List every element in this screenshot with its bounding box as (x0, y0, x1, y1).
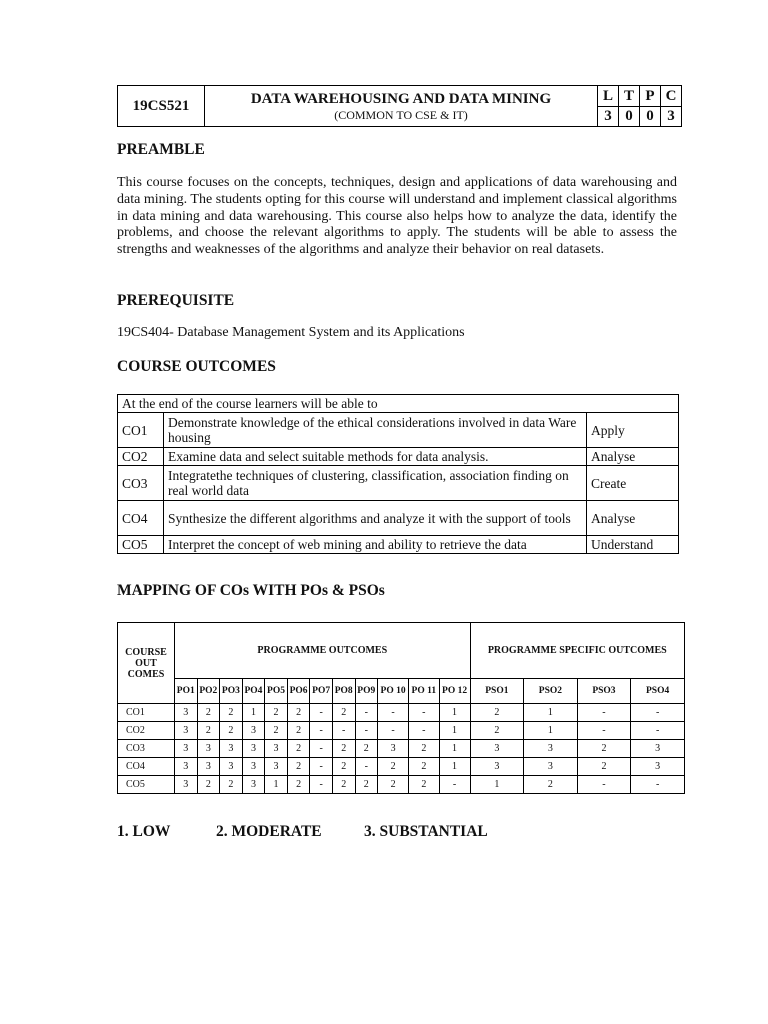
legend-low: 1. LOW (117, 823, 171, 840)
mapping-cell: 2 (332, 776, 355, 794)
mapping-column-header: PO8 (332, 679, 355, 704)
mapping-cell: 2 (355, 776, 378, 794)
mapping-corner: COURSE OUT COMES (118, 623, 175, 704)
mapping-column-header: PO 11 (409, 679, 439, 704)
table-row (118, 413, 679, 448)
mapping-cell: 3 (175, 704, 198, 722)
mapping-cell: 1 (470, 776, 524, 794)
mapping-cell: 3 (220, 758, 243, 776)
mapping-cell: 2 (197, 704, 220, 722)
mapping-co-id: CO5 (118, 776, 175, 794)
legend-substantial: 3. SUBSTANTIAL (364, 823, 488, 840)
mapping-cell: 3 (470, 758, 524, 776)
mapping-cell: 2 (287, 740, 310, 758)
ltpc-value-t: 0 (619, 106, 640, 127)
mapping-cell: 2 (287, 758, 310, 776)
mapping-column-header: PO2 (197, 679, 220, 704)
mapping-cell: - (409, 722, 439, 740)
mapping-co-id: CO2 (118, 722, 175, 740)
mapping-cell: 3 (220, 740, 243, 758)
co-text: Synthesize the different algorithms and analyze it with the support of tools (164, 501, 587, 536)
table-row (118, 536, 679, 554)
table-row (118, 758, 685, 776)
mapping-cell: 2 (287, 776, 310, 794)
ltpc-label-t: T (619, 86, 640, 107)
mapping-cell: 3 (524, 740, 578, 758)
mapping-cell: - (631, 776, 685, 794)
mapping-column-header: PO5 (265, 679, 288, 704)
mapping-cell: 3 (265, 740, 288, 758)
mapping-cell: 1 (439, 758, 470, 776)
mapping-cell: 2 (409, 758, 439, 776)
mapping-cell: 2 (287, 722, 310, 740)
mapping-cell: - (310, 740, 333, 758)
mapping-cell: 2 (524, 776, 578, 794)
co-level: Analyse (587, 501, 679, 536)
mapping-cell: 1 (524, 704, 578, 722)
co-text: Examine data and select suitable methods for data analysis. (164, 448, 587, 466)
mapping-cell: 3 (631, 758, 685, 776)
prerequisite-heading: PREREQUISITE (117, 292, 235, 309)
co-level: Create (587, 466, 679, 501)
co-text: Interpret the concept of web mining and ability to retrieve the data (164, 536, 587, 554)
mapping-column-header: PO4 (242, 679, 265, 704)
table-row (118, 776, 685, 794)
mapping-cell: 2 (378, 776, 409, 794)
mapping-cell: 1 (439, 722, 470, 740)
mapping-column-header: PO6 (287, 679, 310, 704)
mapping-cell: 2 (220, 776, 243, 794)
mapping-cell: 3 (378, 740, 409, 758)
legend-moderate: 2. MODERATE (216, 823, 322, 840)
mapping-cell: 3 (175, 758, 198, 776)
mapping-cell: 3 (242, 740, 265, 758)
co-id: CO4 (118, 501, 164, 536)
co-id: CO2 (118, 448, 164, 466)
mapping-cell: - (577, 776, 631, 794)
mapping-cell: 2 (332, 704, 355, 722)
table-row (118, 740, 685, 758)
mapping-column-header: PSO1 (470, 679, 524, 704)
mapping-cell: 2 (197, 722, 220, 740)
mapping-cell: 3 (242, 776, 265, 794)
mapping-cell: - (378, 722, 409, 740)
course-outcomes-intro: At the end of the course learners will be able to (118, 395, 679, 413)
co-id: CO5 (118, 536, 164, 554)
ltpc-value-l: 3 (598, 106, 619, 127)
table-row (118, 704, 685, 722)
co-id: CO1 (118, 413, 164, 448)
mapping-cell: - (409, 704, 439, 722)
mapping-co-id: CO3 (118, 740, 175, 758)
ltpc-label-l: L (598, 86, 619, 107)
mapping-cell: - (378, 704, 409, 722)
co-level: Understand (587, 536, 679, 554)
mapping-cell: 1 (242, 704, 265, 722)
mapping-cell: 2 (332, 758, 355, 776)
course-outcomes-table (117, 394, 679, 554)
course-title: DATA WAREHOUSING AND DATA MINING (250, 90, 552, 107)
mapping-cell: 2 (220, 704, 243, 722)
mapping-cell: 1 (439, 704, 470, 722)
mapping-column-header: PO 12 (439, 679, 470, 704)
mapping-cell: 3 (524, 758, 578, 776)
ltpc-label-p: P (640, 86, 661, 107)
table-row (118, 722, 685, 740)
mapping-cell: 2 (470, 722, 524, 740)
co-level: Analyse (587, 448, 679, 466)
ltpc-label-c: C (661, 86, 682, 107)
mapping-cell: 3 (265, 758, 288, 776)
course-outcomes-heading: COURSE OUTCOMES (117, 358, 276, 375)
mapping-cell: 1 (265, 776, 288, 794)
co-text: Demonstrate knowledge of the ethical considerations involved in data Ware housing (164, 413, 587, 448)
mapping-cell: 1 (439, 740, 470, 758)
preamble-text: This course focuses on the concepts, techniques, design and applications of data warehousing and data mining. The students opting for this course will understand and implement classical algorithms in data mining and data warehousing. This course also helps how to analyze the data, identify the problems, and choose the relevant algorithms to apply. The students will be able to assess the strengths and weaknesses of the algorithms and analyze their behavior on real datasets. (117, 175, 677, 258)
mapping-cell: - (355, 722, 378, 740)
mapping-cell: 3 (197, 740, 220, 758)
mapping-cell: 2 (197, 776, 220, 794)
mapping-cell: - (577, 704, 631, 722)
mapping-column-header: PO3 (220, 679, 243, 704)
mapping-cell: - (310, 758, 333, 776)
mapping-po-group: PROGRAMME OUTCOMES (175, 623, 471, 679)
mapping-table (117, 622, 685, 794)
mapping-pso-group: PROGRAMME SPECIFIC OUTCOMES (470, 623, 684, 679)
mapping-cell: 2 (287, 704, 310, 722)
mapping-cell: - (631, 722, 685, 740)
course-header-table (117, 85, 682, 127)
ltpc-value-p: 0 (640, 106, 661, 127)
mapping-cell: 2 (470, 704, 524, 722)
mapping-cell: 2 (577, 758, 631, 776)
mapping-cell: 3 (175, 722, 198, 740)
mapping-co-id: CO4 (118, 758, 175, 776)
mapping-cell: 3 (197, 758, 220, 776)
mapping-cell: 3 (242, 722, 265, 740)
mapping-co-id: CO1 (118, 704, 175, 722)
mapping-heading: MAPPING OF COs WITH POs & PSOs (117, 582, 385, 599)
mapping-cell: 2 (409, 740, 439, 758)
course-code: 19CS521 (118, 86, 205, 127)
co-text: Integratethe techniques of clustering, classification, association finding on real world data (164, 466, 587, 501)
mapping-cell: - (310, 722, 333, 740)
mapping-cell: - (355, 704, 378, 722)
mapping-column-header: PSO2 (524, 679, 578, 704)
mapping-cell: 2 (378, 758, 409, 776)
mapping-cell: - (631, 704, 685, 722)
mapping-cell: 3 (175, 776, 198, 794)
mapping-cell: 1 (524, 722, 578, 740)
mapping-cell: - (439, 776, 470, 794)
mapping-cell: 2 (409, 776, 439, 794)
mapping-cell: 3 (631, 740, 685, 758)
mapping-cell: - (310, 704, 333, 722)
mapping-cell: - (332, 722, 355, 740)
mapping-cell: 2 (220, 722, 243, 740)
mapping-cell: 3 (175, 740, 198, 758)
mapping-cell: 2 (332, 740, 355, 758)
mapping-column-header: PO9 (355, 679, 378, 704)
mapping-column-header: PO 10 (378, 679, 409, 704)
course-title-cell (205, 86, 598, 127)
preamble-heading: PREAMBLE (117, 141, 205, 158)
mapping-cell: - (310, 776, 333, 794)
table-row (118, 448, 679, 466)
table-row (118, 466, 679, 501)
mapping-cell: 2 (355, 740, 378, 758)
mapping-column-header: PSO4 (631, 679, 685, 704)
mapping-cell: 3 (470, 740, 524, 758)
mapping-cell: 2 (577, 740, 631, 758)
mapping-cell: 2 (265, 722, 288, 740)
table-row (118, 501, 679, 536)
co-level: Apply (587, 413, 679, 448)
mapping-cell: 3 (242, 758, 265, 776)
mapping-cell: 2 (265, 704, 288, 722)
prerequisite-text: 19CS404- Database Management System and its Applications (117, 325, 465, 340)
course-subtitle: (COMMON TO CSE & IT) (334, 107, 468, 122)
mapping-column-header: PSO3 (577, 679, 631, 704)
mapping-cell: - (355, 758, 378, 776)
mapping-cell: - (577, 722, 631, 740)
ltpc-value-c: 3 (661, 106, 682, 127)
co-id: CO3 (118, 466, 164, 501)
mapping-column-header: PO7 (310, 679, 333, 704)
mapping-column-header: PO1 (175, 679, 198, 704)
